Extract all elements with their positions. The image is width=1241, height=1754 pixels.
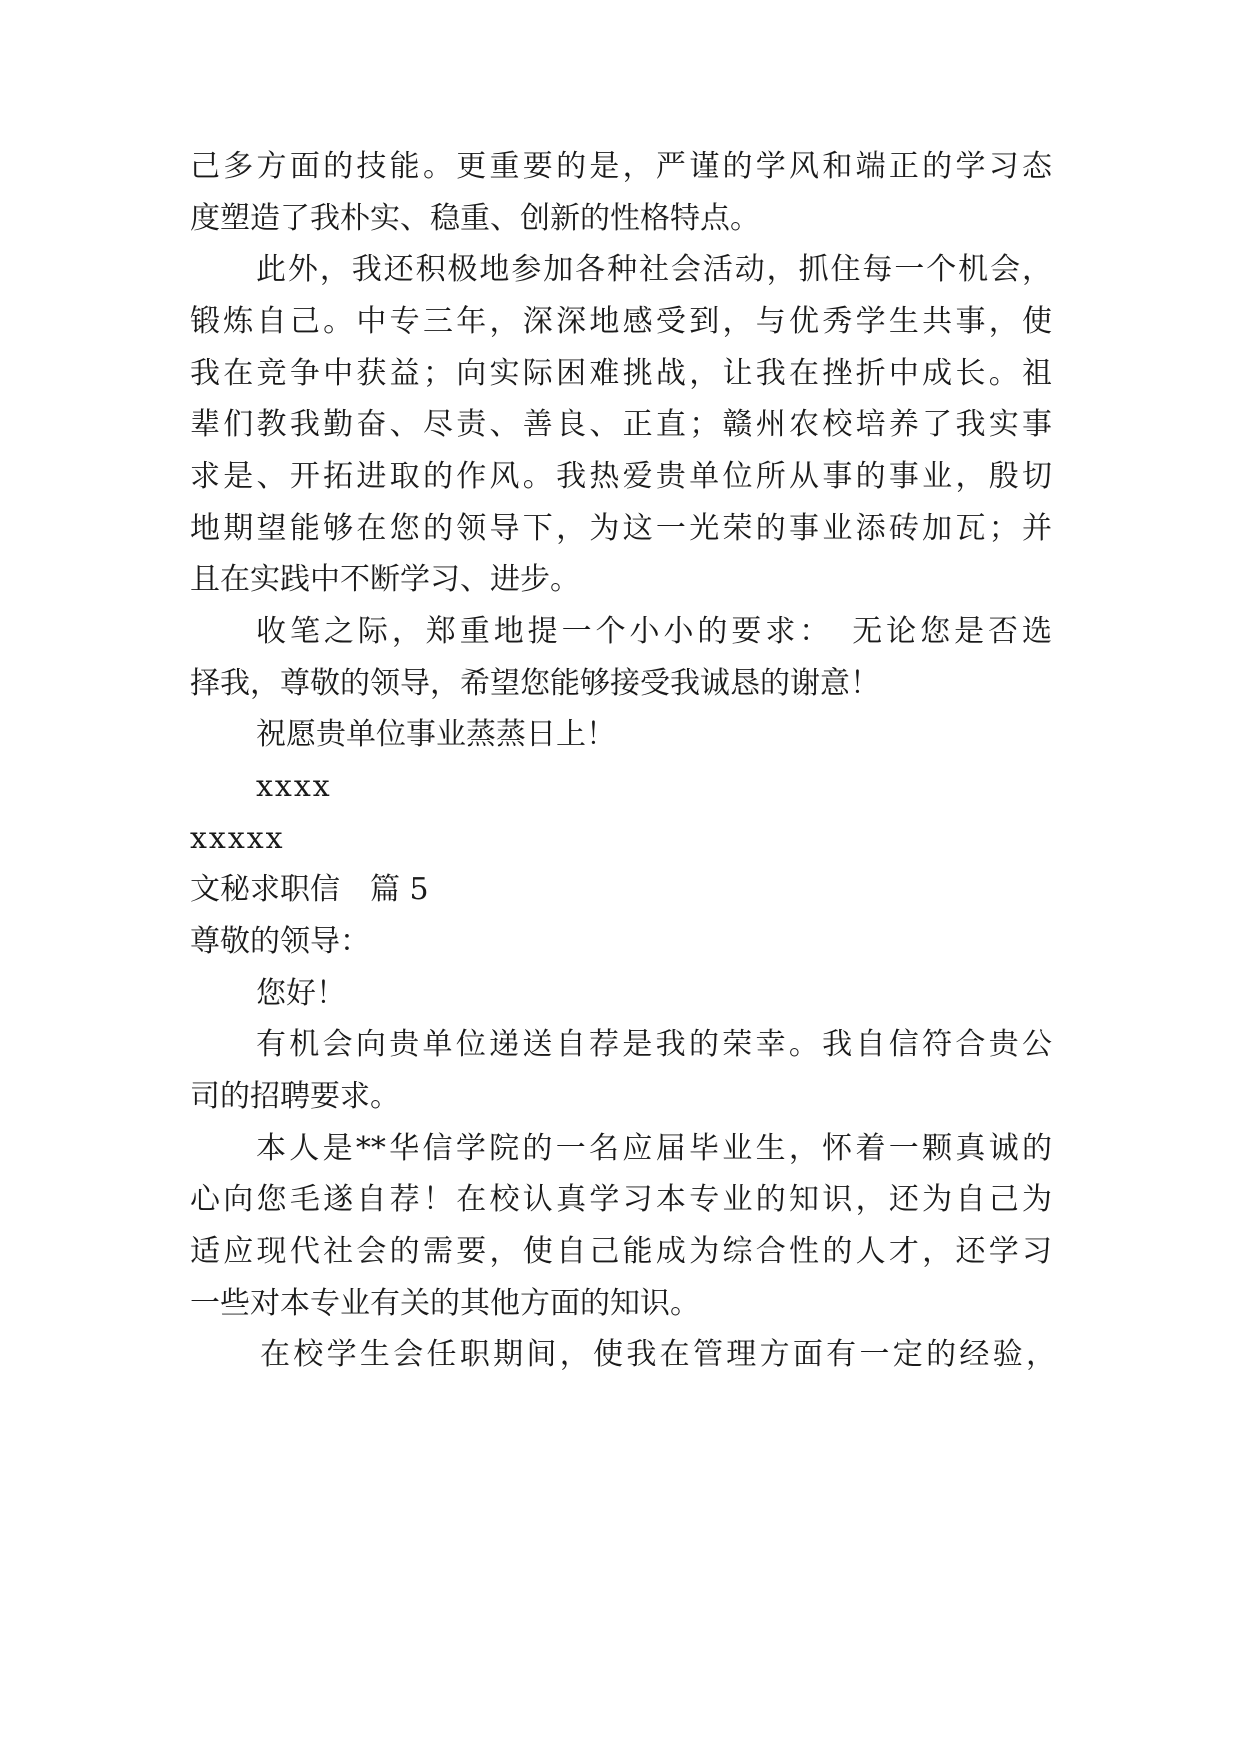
- text-line: 心向您毛遂自荐！在校认真学习本专业的知识，还为自己为: [190, 1182, 1052, 1217]
- text-line: 地期望能够在您的领导下，为这一光荣的事业添砖加瓦；并: [190, 511, 1052, 546]
- section-heading: 文秘求职信 篇 5: [190, 872, 429, 907]
- text-line: 收笔之际，郑重地提一个小小的要求： 无论您是否选: [256, 614, 1052, 649]
- text-line: 在校学生会任职期间，使我在管理方面有一定的经验，: [260, 1337, 1056, 1372]
- text-line: 且在实践中不断学习、进步。: [190, 562, 580, 597]
- text-line: 择我，尊敬的领导，希望您能够接受我诚恳的谢意！: [190, 666, 880, 701]
- text-line: 度塑造了我朴实、稳重、创新的性格特点。: [190, 201, 760, 236]
- signature-name: xxxx: [256, 769, 332, 804]
- text-line: 适应现代社会的需要，使自己能成为综合性的人才，还学习: [190, 1234, 1052, 1269]
- text-line: 本人是**华信学院的一名应届毕业生，怀着一颗真诚的: [256, 1131, 1052, 1166]
- text-line: 锻炼自己。中专三年，深深地感受到，与优秀学生共事，使: [190, 304, 1052, 339]
- text-line: 祝愿贵单位事业蒸蒸日上！: [256, 717, 616, 752]
- text-line: 有机会向贵单位递送自荐是我的荣幸。我自信符合贵公: [256, 1027, 1052, 1062]
- text-line: 辈们教我勤奋、尽责、善良、正直；赣州农校培养了我实事: [190, 407, 1052, 442]
- text-line: 司的招聘要求。: [190, 1079, 400, 1114]
- signature-date: xxxxx: [190, 821, 285, 856]
- greeting: 您好！: [256, 976, 346, 1011]
- text-line: 己多方面的技能。更重要的是，严谨的学风和端正的学习态: [190, 149, 1052, 184]
- text-line: 一些对本专业有关的其他方面的知识。: [190, 1286, 700, 1321]
- text-line: 我在竞争中获益；向实际困难挑战，让我在挫折中成长。祖: [190, 356, 1052, 391]
- salutation: 尊敬的领导：: [190, 924, 370, 959]
- text-line: 求是、开拓进取的作风。我热爱贵单位所从事的事业，殷切: [190, 459, 1052, 494]
- text-line: 此外，我还积极地参加各种社会活动，抓住每一个机会，: [256, 252, 1052, 287]
